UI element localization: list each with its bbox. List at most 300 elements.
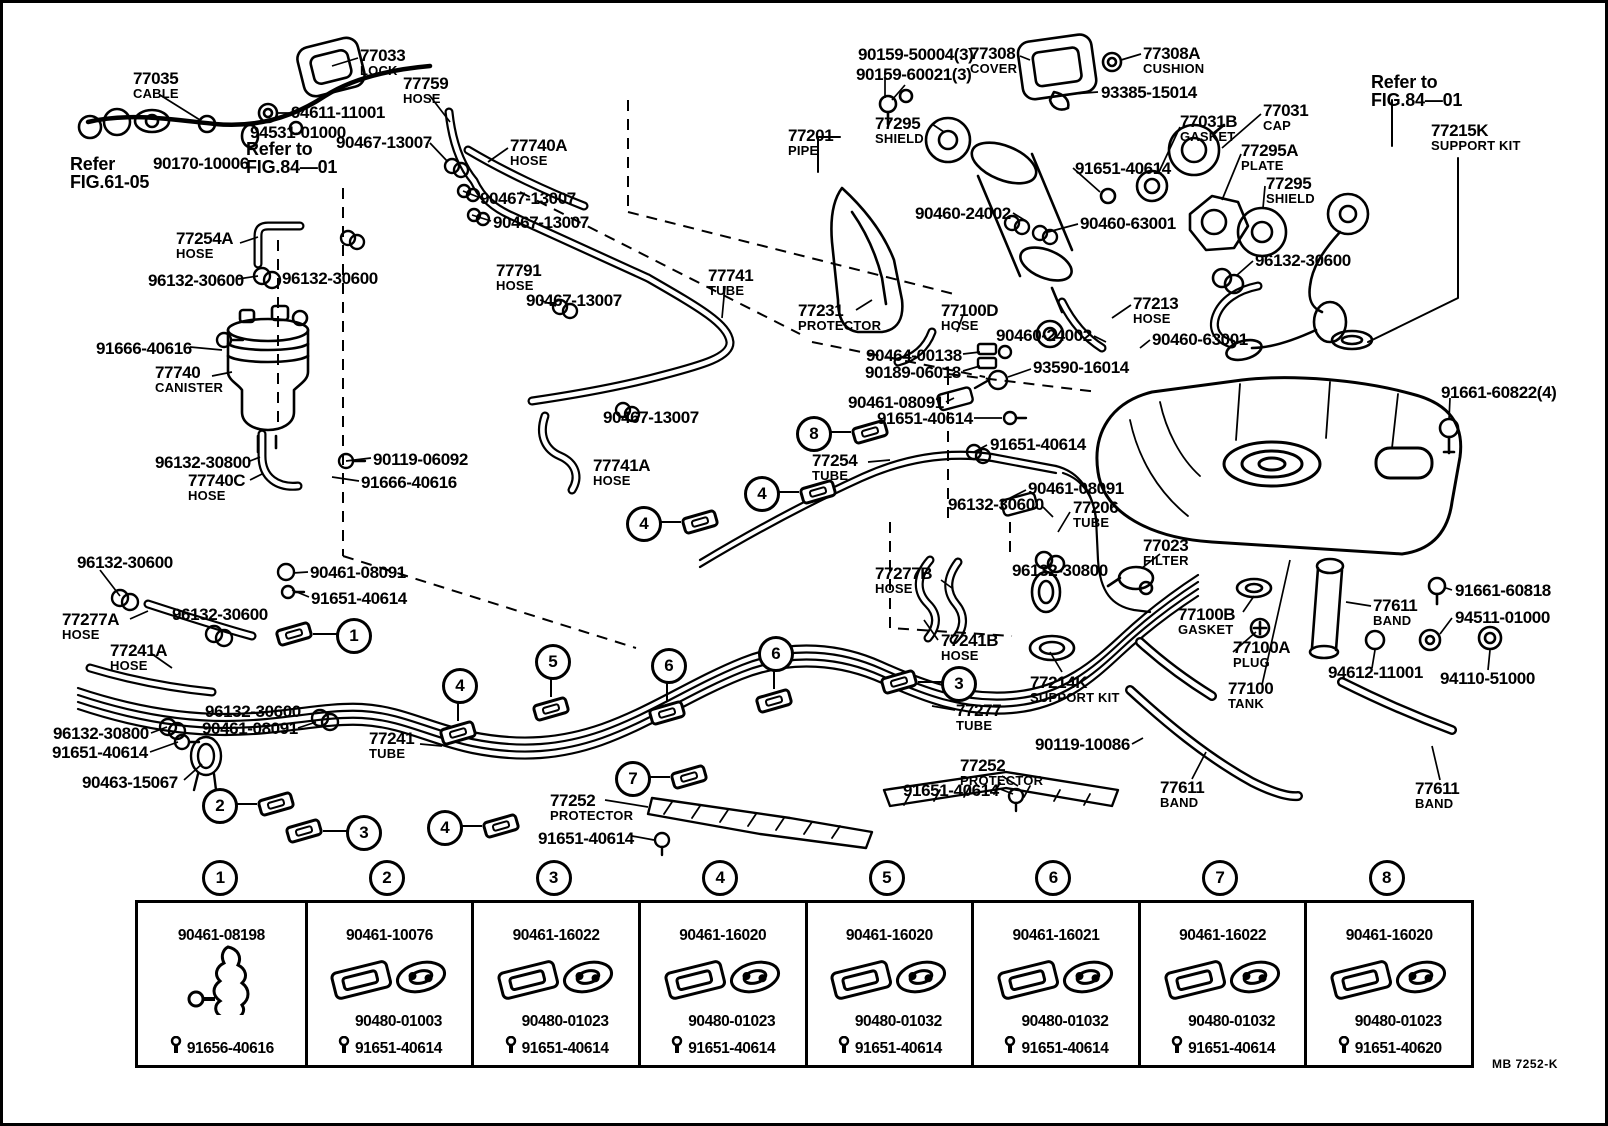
bolt-icon — [504, 1036, 518, 1056]
clip-and-clamp-icon — [1325, 949, 1453, 1007]
part-number: 90460-63001 — [1080, 214, 1176, 233]
part-label — [1328, 665, 1423, 681]
part-number: 91651-40614 — [52, 743, 148, 762]
table-cell — [971, 903, 1138, 1065]
part-number: 77308 — [970, 44, 1016, 63]
part-name: HOSE — [941, 318, 979, 333]
callout-number: 1 — [336, 618, 372, 654]
part-label — [1160, 780, 1204, 809]
cell-part-number: 91651-40620 — [1354, 1039, 1442, 1057]
part-name: PLATE — [1241, 158, 1284, 173]
part-number: 91661-60818 — [1455, 581, 1551, 600]
part-number: 77100B — [1178, 605, 1236, 624]
cell-part-number: 90480-01023 — [521, 1013, 609, 1030]
part-label — [970, 46, 1017, 75]
bolt-icon — [337, 1036, 351, 1056]
part-label — [856, 67, 971, 83]
part-label — [188, 473, 245, 502]
part-name: FIG.61-05 — [70, 172, 150, 192]
part-name: PIPE — [788, 143, 819, 158]
part-label — [291, 105, 385, 121]
bolt-icon — [169, 1036, 183, 1056]
clip-and-clamp-icon — [1159, 949, 1287, 1007]
clip-and-clamp-icon — [825, 949, 953, 1007]
part-number: 77100A — [1233, 638, 1291, 657]
cell-part-number: 91651-40614 — [1021, 1039, 1109, 1057]
part-label — [990, 437, 1086, 453]
part-name: PLUG — [1233, 655, 1270, 670]
table-cell — [638, 903, 805, 1065]
part-label — [1178, 607, 1235, 636]
cell-part-number: 90480-01003 — [354, 1013, 442, 1030]
part-label — [1075, 161, 1171, 177]
part-label — [708, 268, 753, 297]
part-number: 90464-00138 — [866, 346, 962, 365]
cell-part-number: 90461-16021 — [1012, 927, 1100, 944]
protector-drawings — [648, 772, 1118, 855]
part-name: PROTECTOR — [798, 318, 882, 333]
part-number: 90460-24002 — [915, 204, 1011, 223]
part-label — [865, 365, 961, 381]
part-number: 90467-13007 — [336, 133, 432, 152]
cell-part-number: 90461-16022 — [512, 927, 600, 944]
part-label — [155, 455, 251, 471]
part-number: 77214K — [1030, 673, 1088, 692]
part-number: 90467-13007 — [526, 291, 622, 310]
table-column-number: 7 — [1202, 860, 1238, 896]
part-number: 77241B — [941, 631, 999, 650]
part-number: 94611-11001 — [291, 103, 385, 122]
part-label — [480, 191, 576, 207]
part-label — [1263, 103, 1308, 132]
part-name: PROTECTOR — [960, 773, 1044, 788]
part-number: 96132-30600 — [77, 553, 173, 572]
callout-number: 4 — [427, 810, 463, 846]
cell-bolt-row — [974, 1036, 1138, 1061]
part-label — [526, 293, 622, 309]
part-name: HOSE — [62, 627, 100, 642]
part-number: 77031 — [1263, 101, 1309, 120]
part-number: 77611 — [1415, 779, 1460, 798]
part-number: 90460-24002 — [996, 326, 1092, 345]
part-label — [1455, 610, 1550, 626]
part-label — [1080, 216, 1176, 232]
part-number: 94612-11001 — [1328, 663, 1423, 682]
part-label — [493, 215, 589, 231]
part-label — [866, 348, 962, 364]
part-label — [903, 783, 999, 799]
part-label — [1030, 675, 1120, 704]
part-number: 91666-40616 — [361, 473, 457, 492]
part-name: HOSE — [1133, 311, 1171, 326]
part-label — [70, 156, 149, 191]
part-number: 77308A — [1143, 44, 1201, 63]
callout-leader — [323, 830, 347, 832]
part-label — [1431, 123, 1521, 152]
part-label — [77, 555, 173, 571]
part-number: 91661-60822(4) — [1441, 383, 1557, 402]
part-label — [246, 141, 337, 176]
part-name: SHIELD — [875, 131, 924, 146]
part-name: BAND — [1373, 613, 1412, 628]
part-label — [311, 591, 407, 607]
cell-part-number: 91651-40614 — [854, 1039, 942, 1057]
part-label — [496, 263, 541, 292]
fastener-table — [135, 900, 1474, 1068]
part-number: 77035 — [133, 69, 179, 88]
part-name: SUPPORT KIT — [1431, 138, 1521, 153]
part-number: 77759 — [403, 74, 449, 93]
part-number: 90119-06092 — [373, 450, 468, 469]
part-label — [948, 497, 1044, 513]
part-number: 77231 — [798, 301, 844, 320]
part-name: TUBE — [956, 718, 993, 733]
cell-part-number: 91651-40614 — [354, 1039, 442, 1057]
part-label — [110, 643, 167, 672]
part-number: 91651-40614 — [311, 589, 407, 608]
part-name: SUPPORT KIT — [1030, 690, 1120, 705]
part-label — [875, 116, 924, 145]
part-number: 77277A — [62, 610, 120, 629]
part-name: CUSHION — [1143, 61, 1205, 76]
part-label — [812, 453, 857, 482]
part-label — [62, 612, 119, 641]
part-label — [96, 341, 192, 357]
cell-bolt-row — [1141, 1036, 1305, 1061]
part-number: 77252 — [960, 756, 1006, 775]
bolt-icon — [1337, 1036, 1351, 1056]
part-label — [1371, 74, 1462, 109]
part-name: COVER — [970, 61, 1018, 76]
part-label — [1101, 85, 1197, 101]
clip-and-clamp-icon — [992, 949, 1120, 1007]
part-number: 96132-30600 — [948, 495, 1044, 514]
part-label — [148, 273, 244, 289]
part-number: 90461-08091 — [848, 393, 944, 412]
part-number: 94531-01000 — [250, 123, 346, 142]
part-label — [1073, 500, 1118, 529]
part-number: 77277B — [875, 564, 933, 583]
table-column-number: 4 — [702, 860, 738, 896]
part-number: 90467-13007 — [603, 408, 699, 427]
cell-part-number: 90480-01032 — [854, 1013, 942, 1030]
callout-number: 4 — [744, 476, 780, 512]
part-number: 91651-40614 — [1075, 159, 1171, 178]
part-number: 77206 — [1073, 498, 1119, 517]
callout-number: 2 — [202, 788, 238, 824]
part-label — [1180, 114, 1237, 143]
part-number: 91651-40614 — [877, 409, 973, 428]
part-label — [172, 607, 268, 623]
cell-part-number: 91656-40616 — [186, 1039, 274, 1057]
table-cell — [138, 903, 305, 1065]
part-number: 90461-08091 — [202, 719, 298, 738]
part-name: CANISTER — [155, 380, 224, 395]
cell-part-number: 91651-40614 — [1188, 1039, 1276, 1057]
part-name: FILTER — [1143, 553, 1189, 568]
callout-number: 6 — [651, 648, 687, 684]
part-number: 77295 — [1266, 174, 1312, 193]
part-label — [1255, 253, 1351, 269]
part-name: HOSE — [110, 658, 148, 673]
part-label — [1228, 681, 1273, 710]
cell-part-number: 90480-01032 — [1188, 1013, 1276, 1030]
part-label — [941, 633, 998, 662]
part-name: BAND — [1160, 795, 1199, 810]
clip-and-clamp-icon — [492, 949, 620, 1007]
part-label — [52, 745, 148, 761]
part-label — [1012, 563, 1108, 579]
part-number: 96132-30600 — [148, 271, 244, 290]
part-number: 77741 — [708, 266, 754, 285]
part-number: 90119-10086 — [1035, 735, 1130, 754]
part-label — [202, 721, 298, 737]
callout-number: 4 — [442, 668, 478, 704]
part-label — [538, 831, 634, 847]
clip-stack-icon — [176, 943, 266, 1015]
part-number: 77201 — [788, 126, 834, 145]
cell-bolt-row — [1307, 1036, 1471, 1061]
part-name: CABLE — [133, 86, 179, 101]
part-label — [1441, 385, 1556, 401]
clip-and-clamp-icon — [325, 949, 453, 1007]
part-number: 90159-60021(3) — [856, 65, 972, 84]
part-number: 94511-01000 — [1455, 608, 1550, 627]
table-cell — [1304, 903, 1471, 1065]
part-label — [1133, 296, 1178, 325]
part-number: 90189-06018 — [865, 363, 961, 382]
callout-number: 8 — [796, 416, 832, 452]
part-name: TUBE — [812, 468, 849, 483]
part-number: 90461-08091 — [310, 563, 406, 582]
part-number: 96132-30800 — [155, 453, 251, 472]
part-label — [310, 565, 406, 581]
part-number: 91666-40616 — [96, 339, 192, 358]
part-number: 77100 — [1228, 679, 1274, 698]
callout-number: 6 — [758, 636, 794, 672]
callout-number: 4 — [626, 506, 662, 542]
table-column-number: 8 — [1369, 860, 1405, 896]
part-label — [875, 566, 932, 595]
part-number: 91651-40614 — [903, 781, 999, 800]
part-label — [336, 135, 432, 151]
part-number: Refer to — [246, 139, 313, 159]
part-number: 90170-10006 — [153, 154, 249, 173]
part-number: 77241A — [110, 641, 168, 660]
table-column-number: 1 — [202, 860, 238, 896]
part-label — [593, 458, 650, 487]
part-name: HOSE — [510, 153, 548, 168]
part-name: TUBE — [1073, 515, 1110, 530]
part-label — [510, 138, 567, 167]
part-label — [403, 76, 448, 105]
part-name: HOSE — [403, 91, 441, 106]
part-name: GASKET — [1178, 622, 1234, 637]
part-name: TUBE — [708, 283, 745, 298]
part-number: 90467-13007 — [493, 213, 589, 232]
part-number: 96132-30800 — [53, 724, 149, 743]
table-column-number: 5 — [869, 860, 905, 896]
part-number: 96132-30600 — [205, 702, 301, 721]
part-number: 77213 — [1133, 294, 1179, 313]
cell-part-number: 90480-01023 — [688, 1013, 776, 1030]
part-label — [1373, 598, 1417, 627]
part-label — [603, 410, 699, 426]
part-number: 90460-63001 — [1152, 330, 1248, 349]
part-number: 77023 — [1143, 536, 1189, 555]
part-label — [941, 303, 998, 332]
part-number: 77740A — [510, 136, 568, 155]
table-cell — [805, 903, 972, 1065]
part-number: 96132-30600 — [1255, 251, 1351, 270]
cell-part-number: 90461-16020 — [679, 927, 767, 944]
part-number: 77031B — [1180, 112, 1238, 131]
part-number: 93385-15014 — [1101, 83, 1197, 102]
part-number: 77252 — [550, 791, 596, 810]
part-number: 77740C — [188, 471, 246, 490]
part-label — [1143, 46, 1204, 75]
part-label — [155, 365, 223, 394]
part-name: HOSE — [496, 278, 534, 293]
part-label — [369, 731, 414, 760]
part-label — [1440, 671, 1535, 687]
part-label — [877, 411, 973, 427]
clip-and-clamp-icon — [659, 949, 787, 1007]
cell-part-number: 90461-16020 — [1345, 927, 1433, 944]
part-number: 77241 — [369, 729, 415, 748]
part-name: HOSE — [941, 648, 979, 663]
part-number: 96132-30600 — [172, 605, 268, 624]
bolt-icon — [837, 1036, 851, 1056]
part-label — [133, 71, 179, 100]
part-name: FIG.84—01 — [1371, 90, 1463, 110]
callout-number: 5 — [535, 644, 571, 680]
part-number: 93590-16014 — [1033, 358, 1129, 377]
part-label — [1035, 737, 1130, 753]
part-name: HOSE — [875, 581, 913, 596]
part-number: 91651-40614 — [990, 435, 1086, 454]
part-label — [1266, 176, 1315, 205]
fuel-tank-drawing — [1097, 378, 1461, 554]
table-column-number: 6 — [1035, 860, 1071, 896]
part-name: HOSE — [593, 473, 631, 488]
part-name: FIG.84—01 — [246, 157, 338, 177]
callout-leader — [918, 681, 942, 683]
part-label — [282, 271, 378, 287]
cell-part-number: 91651-40614 — [688, 1039, 776, 1057]
callout-leader — [313, 633, 337, 635]
part-number: 77611 — [1373, 596, 1418, 615]
part-label — [1152, 332, 1248, 348]
part-number: 77254A — [176, 229, 234, 248]
part-label — [1455, 583, 1551, 599]
part-label — [361, 475, 457, 491]
part-number: Refer — [70, 154, 116, 174]
part-label — [1233, 640, 1290, 669]
bolt-icon — [1170, 1036, 1184, 1056]
callout-number: 3 — [941, 666, 977, 702]
callout-number: 3 — [346, 815, 382, 851]
part-number: 77741A — [593, 456, 651, 475]
part-label — [1415, 781, 1459, 810]
cell-bolt-row — [808, 1036, 972, 1061]
part-name: CAP — [1263, 118, 1292, 133]
part-name: GASKET — [1180, 129, 1236, 144]
part-name: TANK — [1228, 696, 1264, 711]
part-number: 77033 — [360, 46, 406, 65]
part-label — [373, 452, 468, 468]
part-label — [360, 48, 405, 77]
cell-part-number: 91651-40614 — [521, 1039, 609, 1057]
cell-part-number: 90461-16022 — [1179, 927, 1267, 944]
canister-drawing — [228, 306, 308, 452]
cell-bolt-row — [641, 1036, 805, 1061]
part-name: TUBE — [369, 746, 406, 761]
part-label — [798, 303, 881, 332]
part-number: 77740 — [155, 363, 201, 382]
part-label — [788, 128, 833, 157]
part-label — [996, 328, 1092, 344]
part-number: 90463-15067 — [82, 773, 178, 792]
part-name: SHIELD — [1266, 191, 1315, 206]
table-cell — [471, 903, 638, 1065]
callout-number: 7 — [615, 761, 651, 797]
cell-bolt-row — [138, 1036, 305, 1061]
part-label — [1033, 360, 1129, 376]
part-label — [550, 793, 633, 822]
part-label — [956, 703, 1001, 732]
cell-bolt-row — [308, 1036, 472, 1061]
part-label — [82, 775, 178, 791]
part-name: BAND — [1415, 796, 1454, 811]
drawing-code: MB 7252-K — [1492, 1057, 1558, 1071]
part-label — [153, 156, 249, 172]
part-number: 77254 — [812, 451, 858, 470]
bolt-icon — [1003, 1036, 1017, 1056]
table-cell — [305, 903, 472, 1065]
part-number: 77295A — [1241, 141, 1299, 160]
part-number: 91651-40614 — [538, 829, 634, 848]
part-number: 90461-08091 — [1028, 479, 1124, 498]
part-label — [176, 231, 233, 260]
part-name: PROTECTOR — [550, 808, 634, 823]
table-column-number: 3 — [536, 860, 572, 896]
part-number: 77295 — [875, 114, 921, 133]
part-label — [1241, 143, 1298, 172]
table-cell — [1138, 903, 1305, 1065]
part-name: LOCK — [360, 63, 398, 78]
part-number: 77100D — [941, 301, 999, 320]
part-number: 94110-51000 — [1440, 669, 1535, 688]
part-number: 90159-50004(3) — [858, 45, 974, 64]
part-name: HOSE — [188, 488, 226, 503]
part-label — [53, 726, 149, 742]
part-label — [1143, 538, 1189, 567]
cell-part-number: 90461-16020 — [845, 927, 933, 944]
cell-part-number: 90461-08198 — [177, 927, 265, 944]
part-number: 96132-30600 — [282, 269, 378, 288]
part-number: 96132-30800 — [1012, 561, 1108, 580]
cell-part-number: 90480-01023 — [1354, 1013, 1442, 1030]
table-column-number: 2 — [369, 860, 405, 896]
cell-part-number: 90480-01032 — [1021, 1013, 1109, 1030]
part-number: 90467-13007 — [480, 189, 576, 208]
part-label — [858, 47, 973, 63]
cell-bolt-row — [474, 1036, 638, 1061]
part-number: 77215K — [1431, 121, 1489, 140]
cell-part-number: 90461-10076 — [345, 927, 433, 944]
part-number: 77611 — [1160, 778, 1205, 797]
